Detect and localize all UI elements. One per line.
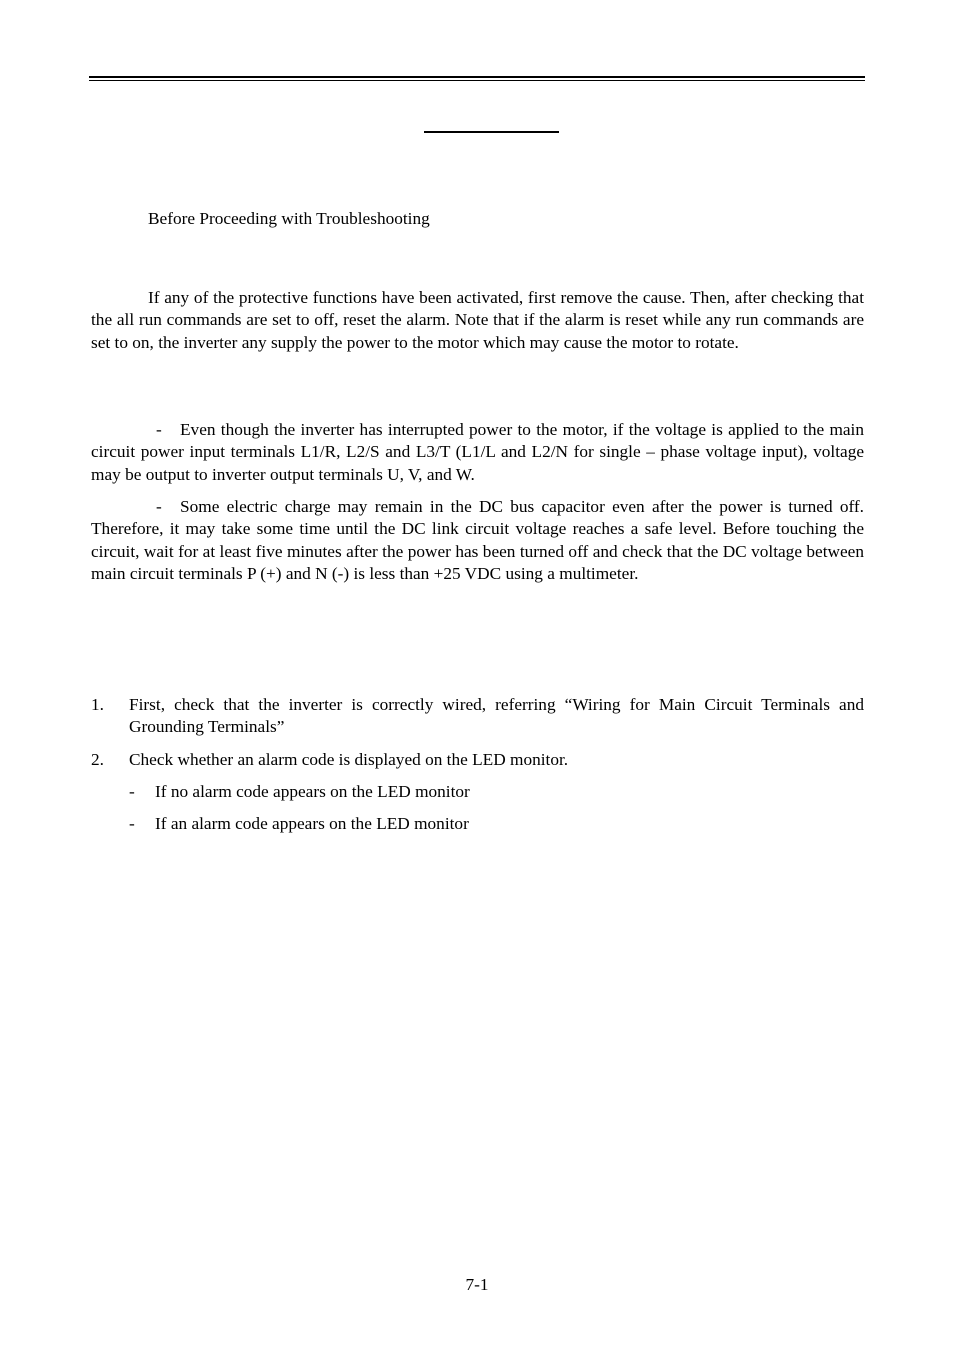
sub-bullet: - [129,814,135,833]
caution-item-1 [91,419,864,486]
sub-text: If no alarm code appears on the LED monitor [155,782,470,801]
caution-item-2 [91,496,864,586]
step-number: 1. [91,695,104,714]
header-rule [89,76,865,78]
caution-bullet: - [156,420,162,439]
sub-text: If an alarm code appears on the LED monitor [155,814,469,833]
caution-bullet: - [156,497,162,516]
sub-bullet: - [129,782,135,801]
step-number: 2. [91,750,104,769]
header-rule-thin [89,80,865,81]
sub-item-no-alarm [129,781,470,803]
caution-text: Even though the inverter has interrupted power to the motor, if the voltage is applied to the main circuit power input terminals L1/R, L2/S and L3/T (L1/L and L2/N for single – phase voltage input), voltage may be output to inverter output terminals U, V, and W. [91,420,864,484]
sub-item-alarm [129,813,469,835]
step-text: Check whether an alarm code is displayed on the LED monitor. [129,750,569,769]
step-2 [91,749,864,771]
step-text: First, check that the inverter is correctly wired, referring “Wiring for Main Circuit Terminals and Grounding Terminals” [129,695,864,737]
chapter-title-underline [424,131,559,133]
caution-text: Some electric charge may remain in the DC bus capacitor even after the power is turned off. Therefore, it may take some time until the DC link circuit voltage reaches a safe level. Before touching the circuit, wait for at least five minutes after the power has been turned off and check that the DC voltage between main circuit terminals P (+) and N (-) is less than +25 VDC using a multimeter. [91,497,864,584]
section-heading: Before Proceeding with Troubleshooting [148,209,430,228]
step-1 [91,694,864,739]
intro-paragraph: If any of the protective functions have been activated, first remove the cause. Then, after checking that the all run commands are set to off, reset the alarm. Note that if the alarm is reset while any run commands are set to on, the inverter any supply the power to the motor which may cause the motor to rotate. [91,288,864,352]
page-number: 7-1 [465,1275,489,1294]
